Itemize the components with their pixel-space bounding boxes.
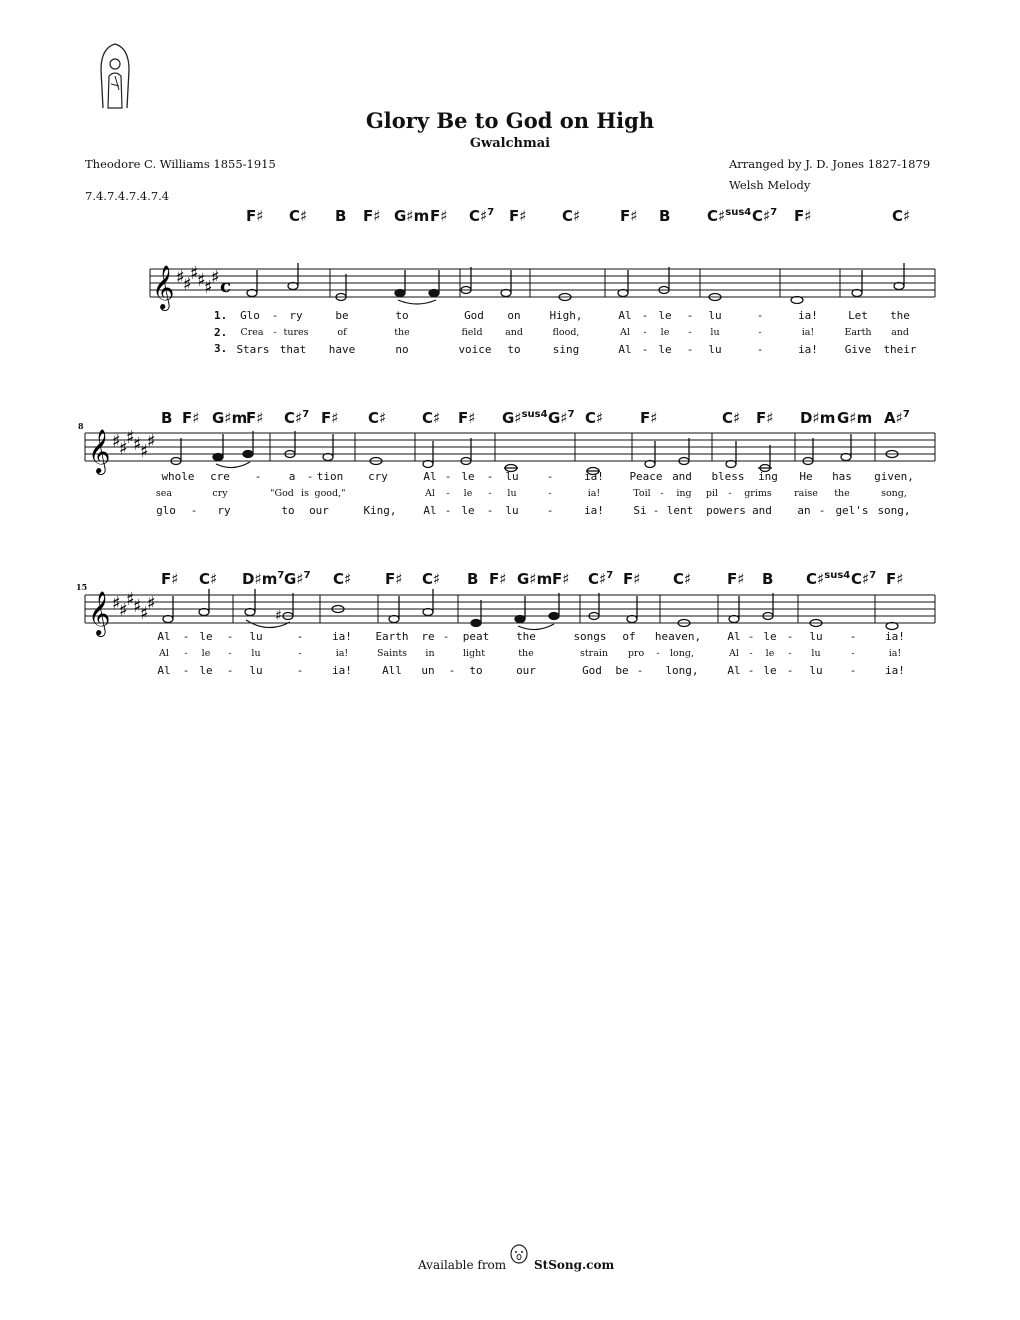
lyric: their (883, 343, 917, 356)
lyric: ia! (332, 664, 352, 677)
chord: C♯$^{sus4}$ (806, 570, 851, 588)
svg-text:♯: ♯ (197, 270, 206, 291)
lyric: sing (552, 343, 580, 356)
lyric: tion (316, 470, 344, 483)
lyric: ia! (332, 630, 352, 643)
chord: B (467, 570, 479, 588)
lyric: - (271, 309, 279, 322)
lyric: - (546, 504, 554, 517)
chord: B (161, 409, 173, 427)
chord: F♯ (727, 570, 745, 588)
lyric: bless (711, 470, 745, 483)
lyric: voice (458, 343, 492, 356)
svg-text:♯: ♯ (147, 593, 156, 614)
lyric: - (641, 343, 649, 356)
lyric: - (486, 504, 494, 517)
lyric: no (395, 343, 409, 356)
lyric: le (763, 664, 777, 677)
lyric: a (288, 470, 296, 483)
lyric: Al (620, 327, 630, 338)
svg-text:♯: ♯ (140, 441, 149, 462)
chord: F♯ (552, 570, 570, 588)
lyric: Al (425, 488, 435, 499)
lyric: - (226, 664, 234, 677)
lyric: lu (811, 648, 821, 659)
svg-text:♯: ♯ (190, 263, 199, 284)
lyric: le (658, 343, 672, 356)
lyric: sea (155, 488, 173, 499)
chord: F♯ (509, 207, 527, 225)
lyric: the (394, 327, 410, 338)
lyric: lu (251, 648, 261, 659)
lyric: be (615, 664, 629, 677)
chord: C♯ (422, 570, 441, 588)
lyric: - (254, 470, 262, 483)
chord: C♯ (722, 409, 741, 427)
lyric: - (728, 488, 732, 499)
lyric: our (516, 664, 536, 677)
lyric: - (296, 630, 304, 643)
lyric: - (660, 488, 664, 499)
lyric: Glo (240, 309, 260, 322)
lyric: ia! (335, 648, 349, 659)
chord: F♯ (246, 409, 264, 427)
treble-clef-icon: 𝄞 (152, 265, 175, 309)
lyric: "God (270, 488, 294, 499)
lyric: to (469, 664, 483, 677)
lyric: glo (156, 504, 176, 517)
lyric: - (182, 664, 190, 677)
chord: C♯ (562, 207, 581, 225)
lyric: lu (809, 664, 823, 677)
chord: G♯m (394, 207, 430, 225)
measure-number: 15 (76, 582, 88, 592)
lyric: is (301, 488, 309, 499)
lyric: - (228, 648, 232, 659)
svg-text:♯: ♯ (133, 596, 142, 617)
chord: C♯$^7$ (469, 207, 495, 225)
lyric: High, (549, 309, 583, 322)
lyric: ia! (798, 343, 818, 356)
lyric: song, (877, 504, 911, 517)
common-time-icon: c (220, 276, 231, 297)
lyric: pil (705, 488, 719, 499)
lyric: Let (848, 309, 868, 322)
lyric: Stars (236, 343, 270, 356)
lyric: - (643, 327, 647, 338)
lyric: - (444, 470, 452, 483)
lyric: ia! (584, 470, 604, 483)
lyric: - (448, 664, 456, 677)
lyric: to (395, 309, 409, 322)
lyric: grims (744, 488, 772, 499)
lyric: - (686, 309, 694, 322)
lyric: Toil (633, 488, 651, 499)
lyric: Al (727, 630, 741, 643)
lyric: - (849, 630, 857, 643)
lyric: Give (844, 343, 872, 356)
lyric: - (756, 343, 764, 356)
lyric: le (199, 630, 213, 643)
svg-text:♯: ♯ (140, 603, 149, 624)
lyric: un (421, 664, 435, 677)
lyric: lu (708, 309, 722, 322)
lyric: gel's (835, 504, 869, 517)
chord: C♯ (199, 570, 218, 588)
lyric: Crea (240, 327, 264, 338)
lyric: - (786, 630, 794, 643)
lyric: Al (727, 664, 741, 677)
chord: F♯ (363, 207, 381, 225)
lyric: - (756, 309, 764, 322)
arranger: Arranged by J. D. Jones 1827-1879 (729, 157, 931, 171)
chord: G♯$^{sus4}$ (502, 409, 548, 427)
chord: D♯m (800, 409, 836, 427)
lyric: - (546, 470, 554, 483)
chord: F♯ (886, 570, 904, 588)
svg-text:♯: ♯ (126, 589, 135, 610)
lyric: - (747, 630, 755, 643)
lyric: the (890, 309, 910, 322)
lyric: - (641, 309, 649, 322)
lyric: ia! (888, 648, 902, 659)
lyric: - (686, 343, 694, 356)
lyric: le (660, 327, 670, 338)
lyric: ing (758, 470, 778, 483)
lyric: lu (249, 630, 263, 643)
lyric: - (184, 648, 188, 659)
lyric: Si (633, 504, 647, 517)
origin: Welsh Melody (729, 178, 811, 192)
lyric: to (507, 343, 521, 356)
lyric: long, (665, 664, 699, 677)
lyric: has (832, 470, 852, 483)
lyric: le (201, 648, 211, 659)
lyric: Al (159, 648, 169, 659)
chord: C♯ (892, 207, 911, 225)
chord: B (659, 207, 671, 225)
lyric: God (464, 309, 484, 322)
lyric: cry (368, 470, 388, 483)
lyric: - (444, 504, 452, 517)
chord: F♯ (623, 570, 641, 588)
lyric: ia! (885, 664, 905, 677)
chord: F♯ (794, 207, 812, 225)
lyric: to (281, 504, 295, 517)
svg-text:♯: ♯ (147, 431, 156, 452)
lyric: - (273, 327, 277, 338)
lyric: - (182, 630, 190, 643)
lyric: Al (618, 309, 632, 322)
lyric: - (446, 488, 450, 499)
lyric: le (199, 664, 213, 677)
lyric: lu (710, 327, 720, 338)
chord: F♯ (161, 570, 179, 588)
lyric: long, (670, 648, 694, 659)
lyric: Al (157, 664, 171, 677)
verse-number: 3. (214, 342, 228, 355)
lyric: le (763, 630, 777, 643)
lyric: - (190, 504, 198, 517)
lyric: tures (283, 327, 309, 338)
lyric: lu (505, 504, 519, 517)
staff-2 (0, 416, 1020, 476)
lyric: Peace (629, 470, 663, 483)
tune-name: Gwalchmai (469, 136, 551, 151)
lyric: field (461, 327, 483, 338)
lyric: ia! (584, 504, 604, 517)
chord: $D♯m^7$ (242, 570, 285, 588)
chord: F♯ (182, 409, 200, 427)
chord: F♯ (620, 207, 638, 225)
lyric: re (421, 630, 435, 643)
staff-1 (0, 252, 1020, 312)
verse-number: 1. (214, 309, 228, 322)
chord: C♯ (673, 570, 692, 588)
lyric: the (516, 630, 536, 643)
lyric: the (518, 648, 534, 659)
lyric: strain (579, 648, 609, 659)
verse-number: 2. (214, 326, 228, 339)
staff-3 (0, 578, 1020, 638)
chord: C♯ (333, 570, 352, 588)
chord: C♯$^7$ (851, 570, 877, 588)
svg-text:♯: ♯ (176, 267, 185, 288)
svg-text:♯: ♯ (112, 431, 121, 452)
lyric: songs (573, 630, 607, 643)
lyric: le (461, 470, 475, 483)
lyric: Al (157, 630, 171, 643)
lyric: flood, (552, 327, 580, 338)
chord: B (762, 570, 774, 588)
lyric: heaven, (654, 630, 702, 643)
lyric: - (298, 648, 302, 659)
lyric: that (279, 343, 307, 356)
chord: F♯ (385, 570, 403, 588)
chord: G♯m (212, 409, 248, 427)
chord: C♯ (289, 207, 308, 225)
lyric: lent (666, 504, 694, 517)
lyric: Al (618, 343, 632, 356)
lyric: le (461, 504, 475, 517)
lyric: - (636, 664, 644, 677)
lyric: light (462, 648, 486, 659)
lyric: Al (423, 504, 437, 517)
chord: C♯ (585, 409, 604, 427)
lyric: have (328, 343, 356, 356)
chord: C♯$^{sus4}$ (707, 207, 752, 225)
lyric: - (656, 648, 660, 659)
lyric: be (335, 309, 349, 322)
chord: G♯m (517, 570, 553, 588)
lyric: ry (289, 309, 303, 322)
lyric: le (658, 309, 672, 322)
lyric: ing (676, 488, 692, 499)
lyric: - (851, 648, 855, 659)
lyric: lu (708, 343, 722, 356)
lyric: whole (161, 470, 195, 483)
lyric: - (786, 664, 794, 677)
lyric: Al (423, 470, 437, 483)
lyric: and (752, 504, 772, 517)
lyric: lu (507, 488, 517, 499)
chord: B (335, 207, 347, 225)
lyric: - (688, 327, 692, 338)
svg-text:♯: ♯ (133, 434, 142, 455)
lyric: All (382, 664, 402, 677)
lyric: given, (874, 470, 914, 483)
lyric: Al (729, 648, 739, 659)
chord: C♯ (422, 409, 441, 427)
lyric: - (486, 470, 494, 483)
lyric: an (797, 504, 811, 517)
meter: 7.4.7.4.7.4.7.4 (85, 189, 170, 203)
chord: F♯ (321, 409, 339, 427)
svg-text:♯: ♯ (275, 608, 282, 624)
lyric: of (622, 630, 636, 643)
lyric: le (765, 648, 775, 659)
lyric: and (505, 327, 523, 338)
svg-text:♯: ♯ (112, 593, 121, 614)
lyric: King, (363, 504, 397, 517)
lyric: He (799, 470, 813, 483)
lyric: - (296, 664, 304, 677)
lyric: and (891, 327, 909, 338)
lyric: on (507, 309, 521, 322)
lyric: ia! (798, 309, 818, 322)
lyric: - (548, 488, 552, 499)
chord: C♯$^7$ (752, 207, 778, 225)
chord: F♯ (489, 570, 507, 588)
chord: F♯ (640, 409, 658, 427)
lyric: Earth (375, 630, 409, 643)
angel-logo-icon (95, 40, 135, 110)
page-title: Glory Be to God on High (365, 108, 655, 133)
lyric: in (425, 648, 435, 659)
site-link[interactable]: StSong.com (534, 1258, 615, 1272)
svg-text:♯: ♯ (119, 600, 128, 621)
treble-clef-icon: 𝄞 (88, 591, 111, 635)
lyric: of (337, 327, 347, 338)
chord: G♯$^7$ (548, 409, 575, 427)
lyric: cry (212, 488, 228, 499)
lyric: - (652, 504, 660, 517)
chord: A♯$^7$ (884, 409, 910, 427)
lyric: lu (809, 630, 823, 643)
svg-text:♯: ♯ (211, 267, 220, 288)
lyric: ia! (587, 488, 601, 499)
lyric: ia! (885, 630, 905, 643)
lyric: ia! (801, 327, 815, 338)
lyric: Saints (376, 648, 408, 659)
chord: C♯$^7$ (588, 570, 614, 588)
stsong-logo-icon (508, 1243, 530, 1267)
lyric: - (749, 648, 753, 659)
lyric: lu (505, 470, 519, 483)
measure-number: 8 (78, 421, 84, 431)
lyric: good," (314, 488, 346, 499)
lyric: lu (249, 664, 263, 677)
lyric: - (442, 630, 450, 643)
lyric: and (672, 470, 692, 483)
lyric: pro (627, 648, 645, 659)
lyric: - (818, 504, 826, 517)
svg-text:♯: ♯ (183, 274, 192, 295)
author: Theodore C. Williams 1855-1915 (85, 157, 276, 171)
lyric: - (758, 327, 762, 338)
lyric: raise (794, 488, 818, 499)
chord: C♯$^7$ (284, 409, 310, 427)
chord: C♯ (368, 409, 387, 427)
lyric: - (747, 664, 755, 677)
svg-text:♯: ♯ (204, 277, 213, 298)
lyric: powers (706, 504, 746, 517)
lyric: Earth (844, 327, 872, 338)
lyric: God (582, 664, 602, 677)
lyric: le (463, 488, 473, 499)
lyric: - (306, 470, 314, 483)
chord: F♯ (756, 409, 774, 427)
chord: F♯ (246, 207, 264, 225)
treble-clef-icon: 𝄞 (88, 429, 111, 473)
lyric: peat (462, 630, 490, 643)
lyric: the (834, 488, 850, 499)
lyric: - (488, 488, 492, 499)
chord: G♯$^7$ (284, 570, 311, 588)
chord: G♯m (837, 409, 873, 427)
svg-text:♯: ♯ (119, 438, 128, 459)
chord: F♯ (458, 409, 476, 427)
lyric: our (309, 504, 329, 517)
available-from-text: Available from (418, 1258, 507, 1272)
lyric: - (788, 648, 792, 659)
lyric: - (226, 630, 234, 643)
lyric: song, (881, 488, 907, 499)
lyric: - (849, 664, 857, 677)
svg-text:♯: ♯ (126, 427, 135, 448)
chord: F♯ (430, 207, 448, 225)
lyric: ry (217, 504, 231, 517)
lyric: cre (210, 470, 230, 483)
